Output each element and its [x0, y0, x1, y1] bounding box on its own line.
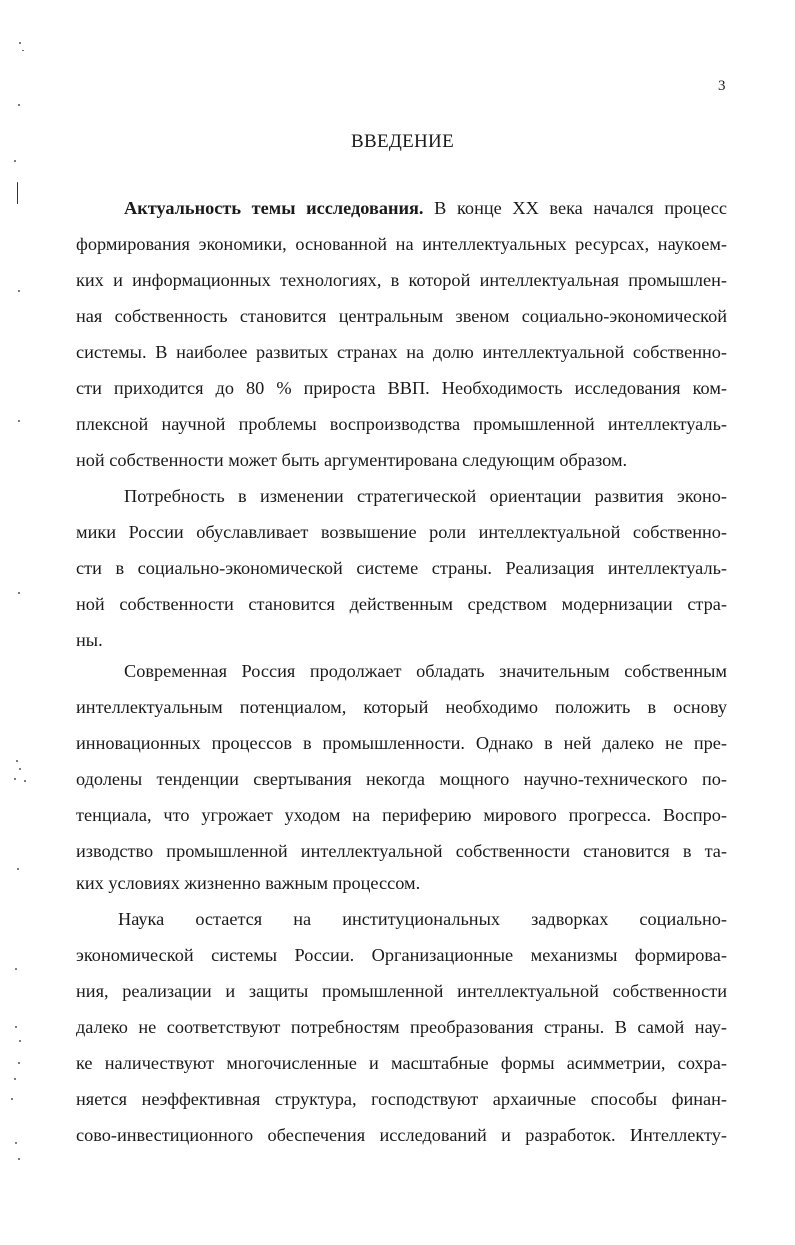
- text-line: няется неэффективная структура, господствуют архаичные способы финан-: [76, 1089, 727, 1109]
- text-line: ной собственности становится действенным средством модернизации стра-: [76, 594, 727, 614]
- text-line: интеллектуальным потенциалом, который необходимо положить в основу: [76, 697, 727, 717]
- text-line: мики России обуславливает возвышение роли интеллектуальной собственно-: [76, 522, 727, 542]
- page-number: 3: [718, 78, 727, 94]
- text-line: экономической системы России. Организационные механизмы формирова-: [76, 945, 727, 965]
- text-line: тенциала, что угрожает уходом на периферию мирового прогресса. Воспро-: [76, 805, 727, 825]
- text-line: ких условиях жизненно важным процессом.: [76, 873, 421, 893]
- text-line: инновационных процессов в промышленности. Однако в ней далеко не пре-: [76, 733, 727, 753]
- text-line: ке наличествуют многочисленные и масштабные формы асимметрии, сохра-: [76, 1053, 727, 1073]
- text-line: плексной научной проблемы воспроизводства промышленной интеллектуаль-: [76, 414, 727, 434]
- text-line: ния, реализации и защиты промышленной интеллектуальной собственности: [76, 981, 727, 1001]
- text-line: одолены тенденции свертывания некогда мощного научно-технического по-: [76, 769, 727, 789]
- text-line: изводство промышленной интеллектуальной собственности становится в та-: [76, 841, 727, 861]
- text-line: системы. В наиболее развитых странах на долю интеллектуальной собственно-: [76, 342, 727, 362]
- text-line: сти в социально-экономической системе страны. Реализация интеллектуаль-: [76, 558, 727, 578]
- text-line: Актуальность темы исследования. В конце XX века начался процесс: [124, 198, 727, 218]
- text-line: далеко не соответствуют потребностям преобразования страны. В самой нау-: [76, 1017, 727, 1037]
- text-line: сти приходится до 80 % прироста ВВП. Необходимость исследования ком-: [76, 378, 727, 398]
- text-line: ны.: [76, 630, 103, 650]
- text-line: сово-инвестиционного обеспечения исследований и разработок. Интеллекту-: [76, 1125, 727, 1145]
- text-line: ной собственности может быть аргументирована следующим образом.: [76, 450, 628, 470]
- text-line: Потребность в изменении стратегической ориентации развития эконо-: [124, 486, 727, 506]
- text-line: формирования экономики, основанной на интеллектуальных ресурсах, наукоем-: [76, 234, 727, 254]
- page-title: ВВЕДЕНИЕ: [351, 131, 454, 152]
- text-line: Современная Россия продолжает обладать значительным собственным: [124, 661, 727, 681]
- section-lead: Актуальность темы исследования.: [124, 198, 424, 218]
- text-line: Наука остается на институциональных задворках социально-: [118, 909, 727, 929]
- text-line: ная собственность становится центральным звеном социально-экономической: [76, 306, 727, 326]
- text-line: ких и информационных технологиях, в которой интеллектуальная промышлен-: [76, 270, 727, 290]
